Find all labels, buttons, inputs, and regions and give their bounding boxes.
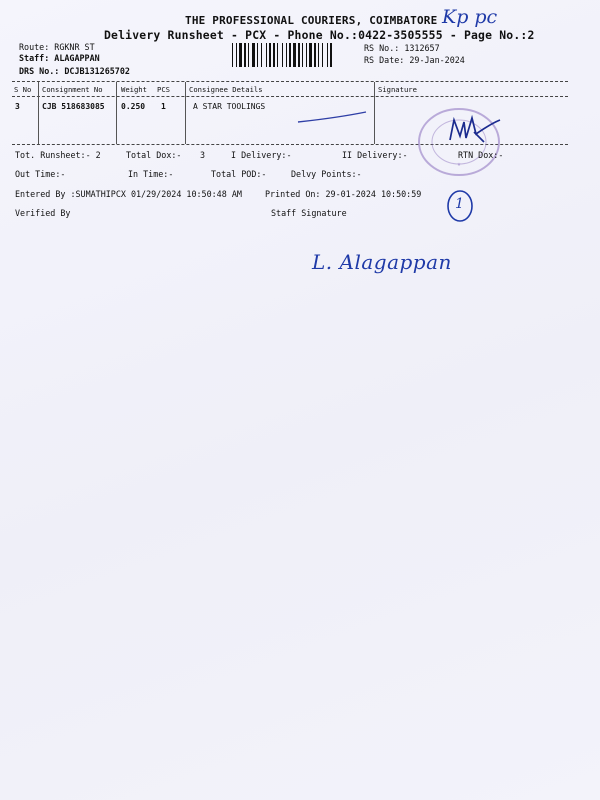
table-top-rule bbox=[12, 81, 568, 82]
staff-signature-handwritten: L. Alagappan bbox=[312, 250, 452, 274]
col-divider bbox=[38, 82, 39, 144]
col-header-sno: S No bbox=[14, 85, 32, 94]
col-header-signature: Signature bbox=[378, 85, 417, 94]
cell-sno: 3 bbox=[15, 102, 20, 111]
col-divider bbox=[374, 82, 375, 144]
cell-consignment: CJB 518683085 bbox=[42, 102, 105, 111]
printed-on: Printed On: 29-01-2024 10:50:59 bbox=[265, 189, 422, 199]
staff-signature-label: Staff Signature bbox=[271, 208, 347, 218]
total-pod: Total POD:- bbox=[211, 169, 267, 179]
pen-stroke bbox=[296, 104, 368, 126]
col-divider bbox=[185, 82, 186, 144]
entered-by: Entered By :SUMATHIPCX 01/29/2024 10:50:48 AM bbox=[15, 189, 242, 199]
tot-runsheet: Tot. Runsheet:- 2 bbox=[15, 150, 101, 160]
delvy-points: Delvy Points:- bbox=[291, 169, 362, 179]
col-header-consignee: Consignee Details bbox=[189, 85, 263, 94]
cell-pcs: 1 bbox=[161, 102, 166, 111]
document-subtitle: Delivery Runsheet - PCX - Phone No.:0422-3505555 - Page No.:2 bbox=[104, 28, 535, 42]
rs-date: RS Date: 29-Jan-2024 bbox=[364, 55, 465, 65]
verified-by: Verified By bbox=[15, 208, 71, 218]
delivery-signature bbox=[444, 112, 502, 148]
company-title: THE PROFESSIONAL COURIERS, COIMBATORE bbox=[185, 14, 438, 27]
circled-number: 1 bbox=[455, 196, 464, 212]
route-label: Route: RGKNR ST bbox=[19, 42, 95, 52]
table-header-rule bbox=[12, 96, 568, 97]
rtn-dox: RTN Dox:- bbox=[458, 150, 504, 160]
i-delivery: I Delivery:- bbox=[231, 150, 292, 160]
col-divider bbox=[116, 82, 117, 144]
handwritten-note: Kp pc bbox=[442, 6, 498, 28]
cell-weight: 0.250 bbox=[121, 102, 146, 111]
svg-text:★: ★ bbox=[456, 160, 462, 168]
total-dox-label: Total Dox:- bbox=[126, 150, 182, 160]
col-header-consignment: Consignment No bbox=[42, 85, 103, 94]
staff-label: Staff: ALAGAPPAN bbox=[19, 53, 100, 63]
barcode bbox=[232, 43, 355, 67]
col-header-weight: Weight bbox=[121, 85, 147, 94]
in-time: In Time:- bbox=[128, 169, 174, 179]
col-header-pcs: PCS bbox=[157, 85, 170, 94]
total-dox-value: 3 bbox=[200, 150, 206, 160]
cell-consignee: A STAR TOOLINGS bbox=[193, 102, 266, 111]
ii-delivery: II Delivery:- bbox=[342, 150, 408, 160]
drs-number: DRS No.: DCJB131265702 bbox=[19, 66, 130, 76]
out-time: Out Time:- bbox=[15, 169, 66, 179]
rs-number: RS No.: 1312657 bbox=[364, 43, 440, 53]
